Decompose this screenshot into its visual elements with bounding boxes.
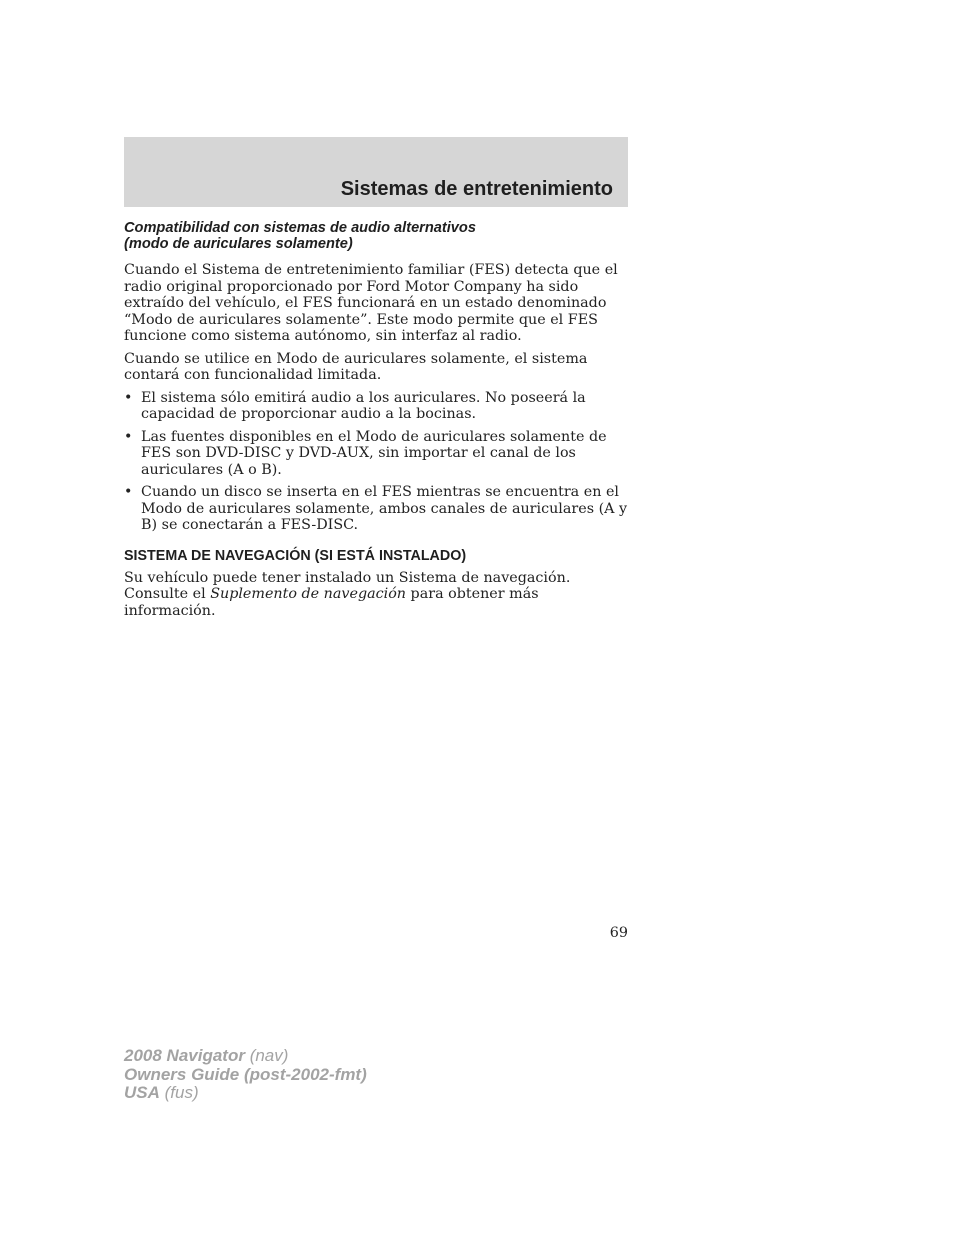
navigation-section-heading: SISTEMA DE NAVEGACIÓN (SI ESTÁ INSTALADO)	[124, 547, 467, 564]
list-item	[124, 390, 628, 423]
footer-model: 2008 Navigator	[124, 1046, 245, 1065]
bullet-marker: •	[124, 389, 133, 406]
paragraph-fes-detection: Cuando el Sistema de entretenimiento familiar (FES) detecta que el radio original proporcionado por Ford Motor Company ha sido extraído del vehículo, el FES funcionará en un estado denominado “Modo de auriculares solamente”. Este modo permite que el FES funcione como sistema autónomo, sin interfaz al radio.	[124, 262, 618, 344]
footer-guide: Owners Guide (post-2002-fmt)	[124, 1064, 367, 1084]
footer-market-code: (fus)	[164, 1083, 199, 1102]
chapter-header-band	[124, 137, 628, 207]
list-item-text: Cuando un disco se inserta en el FES mientras se encuentra en el Modo de auriculares solamente, ambos canales de auriculares (A y B) se conectarán a FES-DISC.	[141, 484, 628, 533]
navigation-supplement-reference: Suplemento de navegación	[210, 586, 407, 602]
navigation-text-end: para obtener más información.	[124, 586, 539, 619]
subheading-line-2: (modo de auriculares solamente)	[124, 236, 353, 252]
bullet-marker: •	[124, 428, 133, 445]
page-number: 69	[609, 925, 628, 941]
page-content	[124, 220, 628, 625]
paragraph-limited-functionality: Cuando se utilice en Modo de auriculares solamente, el sistema contará con funcionalidad limitada.	[124, 350, 588, 383]
subheading-line-1: Compatibilidad con sistemas de audio alternativos	[124, 220, 476, 236]
footer-line-model	[124, 1047, 367, 1066]
footer-model-code: (nav)	[249, 1046, 289, 1065]
navigation-text-start: Su vehículo puede tener instalado un Sistema de navegación. Consulte el	[124, 569, 571, 602]
list-item	[124, 484, 628, 534]
bullet-list	[124, 390, 628, 534]
chapter-title: Sistemas de entretenimiento	[340, 178, 613, 200]
footer-line-guide	[124, 1066, 367, 1085]
footer-line-market	[124, 1084, 367, 1103]
paragraph-navigation	[124, 570, 628, 620]
list-item	[124, 429, 628, 479]
list-item-text: El sistema sólo emitirá audio a los auriculares. No poseerá la capacidad de proporcionar audio a la bocinas.	[141, 389, 586, 422]
document-footer	[124, 1047, 367, 1103]
list-item-text: Las fuentes disponibles en el Modo de auriculares solamente de FES son DVD-DISC y DVD-AUX, sin importar el canal de los auriculares (A o B).	[141, 428, 607, 478]
section-subheading	[124, 220, 628, 252]
footer-market: USA	[124, 1083, 160, 1102]
bullet-marker: •	[124, 484, 133, 500]
